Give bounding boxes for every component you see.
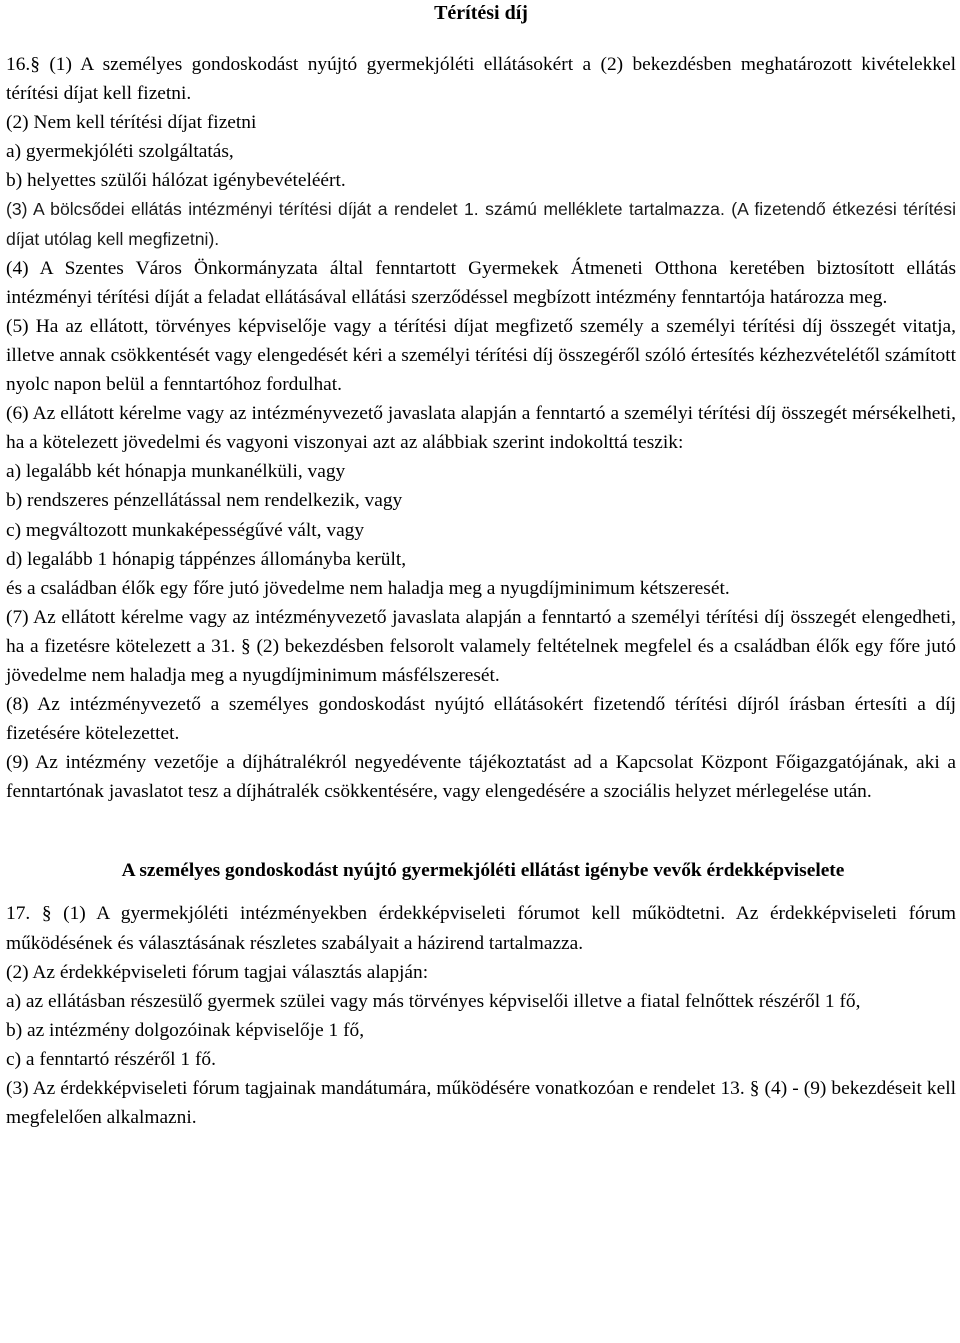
section-title-terites-dij: Térítési díj bbox=[434, 2, 528, 24]
list-item-16-6-c: c) megváltozott munkaképességűvé vált, vagy bbox=[6, 519, 365, 541]
paragraph-16-3: (3) A bölcsődei ellátás intézményi térítési díját a rendelet 1. számú melléklete tartalmazza. (A fizetendő étkezési térítési díjat utólag kell megfizetni). bbox=[6, 199, 956, 249]
paragraph-16-9: (9) Az intézmény vezetője a díjhátralékról negyedévente tájékoztatást ad a Kapcsolat Központ Főigazgatójának, aki a fenntartónak javaslatot tesz a díjhátralék csökkentésére, vagy elengedésére a szociális helyzet mérlegelése után. bbox=[6, 752, 956, 803]
paragraph-16-6-condition: és a családban élők egy főre jutó jövedelme nem haladja meg a nyugdíjminimum kétszeresét. bbox=[6, 577, 730, 599]
list-item-16-6-d: d) legalább 1 hónapig táppénzes állományba került, bbox=[6, 548, 407, 570]
paragraph-16-7: (7) Az ellátott kérelme vagy az intézményvezető javaslata alapján a fenntartó a személyi térítési díj összegét elengedheti, ha a fizetésre kötelezett a 31. § (2) bekezdésben felsorolt valamely feltételnek megfelel és a családban élők egy főre jutó jövedelme nem haladja meg a nyugdíjminimum másfélszeresét. bbox=[6, 606, 956, 686]
list-item-17-2-b: b) az intézmény dolgozóinak képviselője 1 fő, bbox=[6, 1019, 365, 1041]
document-page bbox=[6, 0, 956, 1132]
list-item-17-2-a: a) az ellátásban részesülő gyermek szülei vagy más törvényes képviselői illetve a fiatal felnőttek részéről 1 fő, bbox=[6, 990, 861, 1012]
paragraph-17-3: (3) Az érdekképviseleti fórum tagjainak mandátumára, működésére vonatkozóan e rendelet 13. § (4) - (9) bekezdéseit kell megfelelően alkalmazni. bbox=[6, 1078, 956, 1129]
paragraph-16-4: (4) A Szentes Város Önkormányzata által fenntartott Gyermekek Átmeneti Otthona keretében biztosított ellátás intézményi térítési díját a feladat ellátásával ellátási szerződéssel megbízott intézmény fenntartója határozza meg. bbox=[6, 257, 956, 308]
list-item-17-2-c: c) a fenntartó részéről 1 fő. bbox=[6, 1048, 216, 1070]
paragraph-16-5: (5) Ha az ellátott, törvényes képviselője vagy a térítési díjat megfizető személy a személyi térítési díj összegét vitatja, illetve annak csökkentését vagy elengedését kéri a személyi térítési díj összegéről szóló értesítés kézhezvételétől számított nyolc napon belül a fenntartóhoz fordulhat. bbox=[6, 315, 956, 396]
section-title-erdekkepviselet: A személyes gondoskodást nyújtó gyermekjóléti ellátást igénybe vevők érdekképviselete bbox=[121, 860, 845, 882]
paragraph-16-2-intro: (2) Nem kell térítési díjat fizetni bbox=[6, 112, 257, 134]
paragraph-17-2-intro: (2) Az érdekképviseleti fórum tagjai választás alapján: bbox=[6, 961, 429, 983]
list-item-16-6-a: a) legalább két hónapja munkanélküli, vagy bbox=[6, 461, 346, 483]
paragraph-16-1: 16.§ (1) A személyes gondoskodást nyújtó gyermekjóléti ellátásokért a (2) bekezdésben meghatározott kivételekkel térítési díjat kell fizetni. bbox=[6, 54, 956, 105]
paragraph-16-6: (6) Az ellátott kérelme vagy az intézményvezető javaslata alapján a fenntartó a személyi térítési díj összegét mérsékelheti, ha a kötelezett jövedelmi és vagyoni viszonyai azt az alábbiak szerint indokolttá teszik: bbox=[6, 403, 956, 454]
list-item-16-2-b: b) helyettes szülői hálózat igénybevételéért. bbox=[6, 170, 346, 192]
paragraph-17-1: 17. § (1) A gyermekjóléti intézményekben érdekképviseleti fórumot kell működtetni. Az érdekképviseleti fórum működésének és választásának részletes szabályait a házirend tartalmazza. bbox=[6, 903, 956, 954]
paragraph-16-8: (8) Az intézményvezető a személyes gondoskodást nyújtó ellátásokért fizetendő térítési díjról írásban értesíti a díj fizetésére kötelezettet. bbox=[6, 694, 956, 745]
list-item-16-6-b: b) rendszeres pénzellátással nem rendelkezik, vagy bbox=[6, 490, 403, 512]
list-item-16-2-a: a) gyermekjóléti szolgáltatás, bbox=[6, 141, 234, 163]
